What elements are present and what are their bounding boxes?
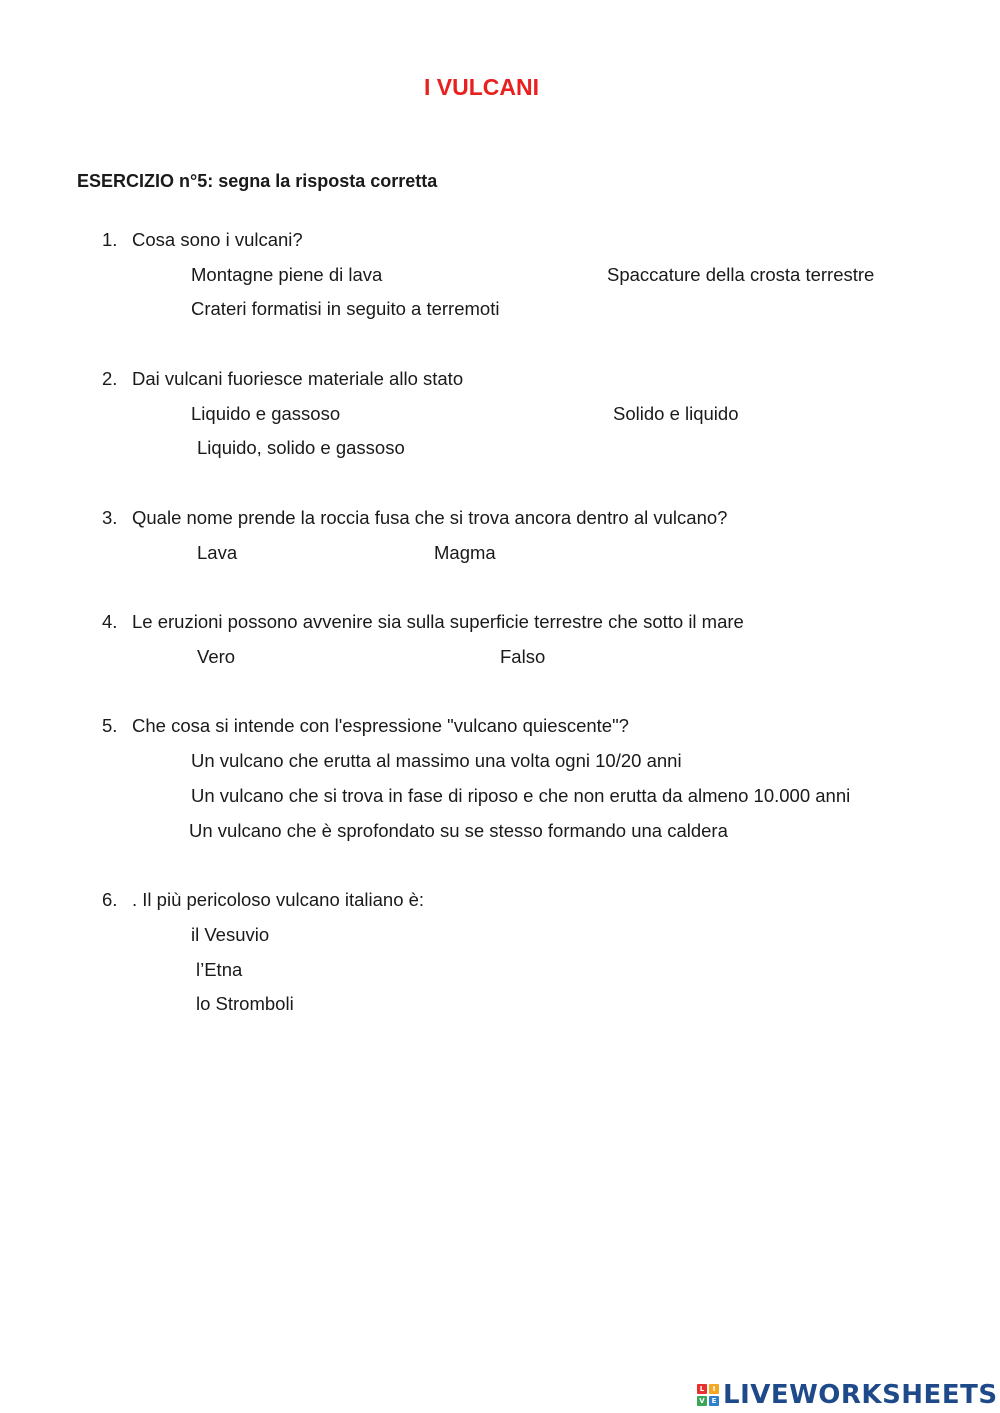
question-5-option-2[interactable]: Un vulcano che si trova in fase di riposo e che non erutta da almeno 10.000 anni bbox=[191, 785, 851, 806]
page-title: I VULCANI bbox=[424, 74, 539, 100]
question-3-number: 3. bbox=[102, 507, 118, 528]
question-4-number: 4. bbox=[102, 611, 118, 632]
question-4-option-2[interactable]: Falso bbox=[500, 646, 546, 667]
question-2-option-2[interactable]: Solido e liquido bbox=[613, 403, 739, 424]
question-2-text: Dai vulcani fuoriesce materiale allo stato bbox=[132, 368, 464, 389]
question-6-option-1[interactable]: il Vesuvio bbox=[191, 924, 270, 945]
exercise-heading: ESERCIZIO n°5: segna la risposta corretta bbox=[77, 171, 438, 191]
question-2-number: 2. bbox=[102, 368, 118, 389]
question-5-text: Che cosa si intende con l'espressione "vulcano quiescente"? bbox=[132, 715, 629, 736]
question-2-option-3[interactable]: Liquido, solido e gassoso bbox=[197, 437, 405, 458]
logo-squares-icon bbox=[697, 1384, 719, 1406]
logo-square-v: V bbox=[697, 1396, 707, 1406]
question-1-option-1[interactable]: Montagne piene di lava bbox=[191, 264, 383, 285]
logo-square-l: L bbox=[697, 1384, 707, 1394]
question-6-option-2[interactable]: l’Etna bbox=[196, 959, 243, 980]
question-3-option-1[interactable]: Lava bbox=[197, 542, 238, 563]
question-4-option-1[interactable]: Vero bbox=[197, 646, 236, 667]
question-5-option-3[interactable]: Un vulcano che è sprofondato su se stesso formando una caldera bbox=[189, 820, 728, 841]
logo-text: LIVEWORKSHEETS bbox=[723, 1380, 998, 1410]
question-6-option-3[interactable]: lo Stromboli bbox=[196, 993, 294, 1014]
question-1-option-3[interactable]: Crateri formatisi in seguito a terremoti bbox=[191, 298, 500, 319]
question-2-option-1[interactable]: Liquido e gassoso bbox=[191, 403, 341, 424]
liveworksheets-logo bbox=[697, 1380, 998, 1410]
logo-square-e: E bbox=[709, 1396, 719, 1406]
question-3-text: Quale nome prende la roccia fusa che si trova ancora dentro al vulcano? bbox=[132, 507, 728, 528]
question-1-number: 1. bbox=[102, 229, 118, 250]
question-5-option-1[interactable]: Un vulcano che erutta al massimo una volta ogni 10/20 anni bbox=[191, 750, 682, 771]
question-6-text: . Il più pericoloso vulcano italiano è: bbox=[132, 889, 425, 910]
question-6-number: 6. bbox=[102, 889, 118, 910]
question-5-number: 5. bbox=[102, 715, 118, 736]
question-1-text: Cosa sono i vulcani? bbox=[132, 229, 303, 250]
question-1-option-2[interactable]: Spaccature della crosta terrestre bbox=[607, 264, 875, 285]
question-4-text: Le eruzioni possono avvenire sia sulla superficie terrestre che sotto il mare bbox=[132, 611, 744, 632]
logo-square-i: I bbox=[709, 1384, 719, 1394]
question-3-option-2[interactable]: Magma bbox=[434, 542, 496, 563]
